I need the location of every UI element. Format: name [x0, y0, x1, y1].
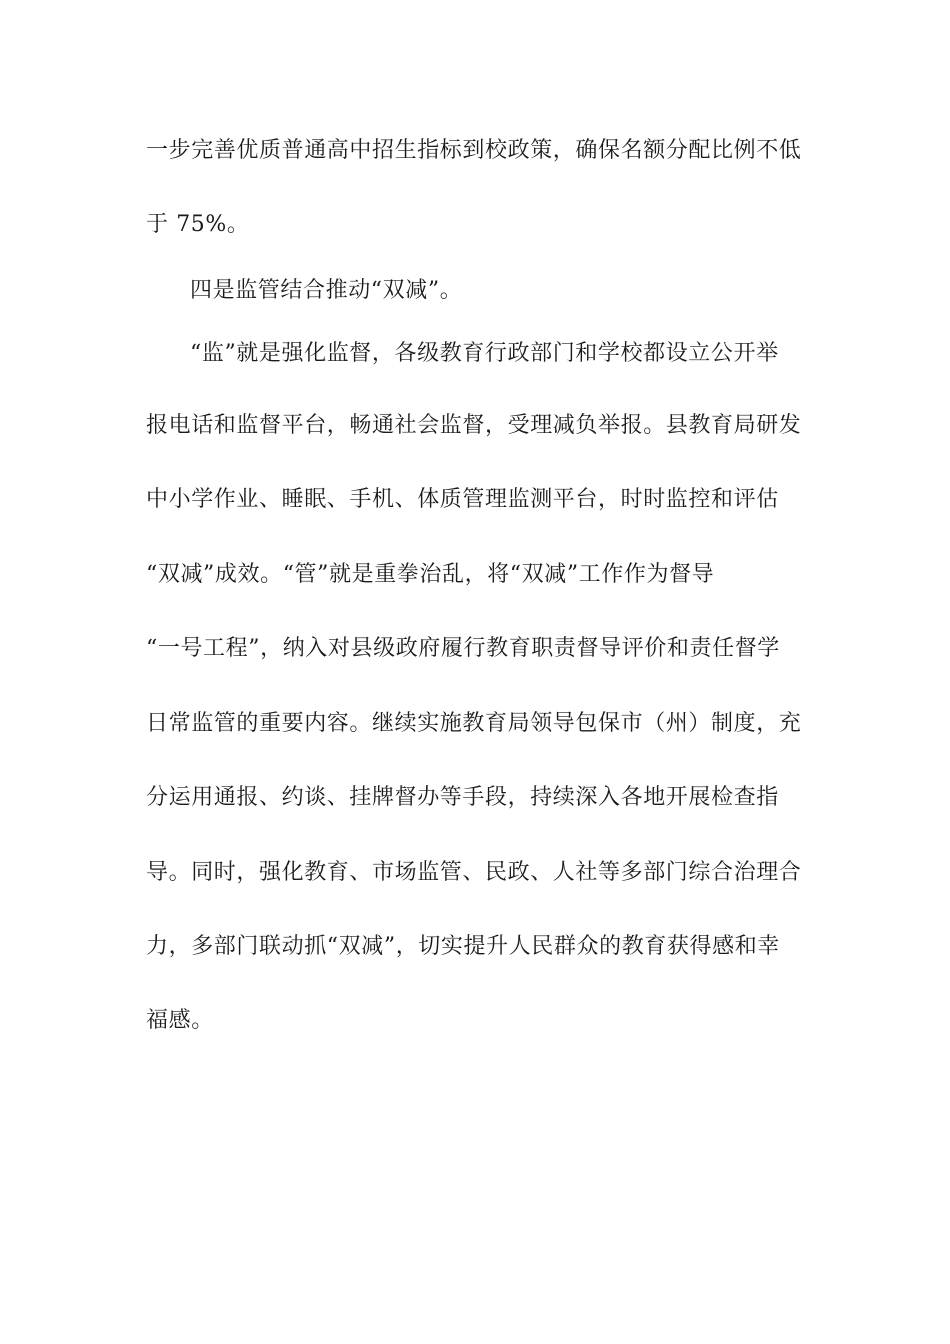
paragraph-line: 中小学作业、睡眠、手机、体质管理监测平台，时时监控和评估 [146, 487, 779, 512]
paragraph-line: 一步完善优质普通高中招生指标到校政策，确保名额分配比例不低 [146, 138, 802, 163]
paragraph-line: 福感。 [146, 1008, 214, 1033]
paragraph-line: “监”就是强化监督，各级教育行政部门和学校都设立公开举 [190, 341, 779, 366]
paragraph-line: 导。同时，强化教育、市场监管、民政、人社等多部门综合治理合 [146, 860, 802, 885]
paragraph-line: 于 75%。 [146, 212, 250, 237]
paragraph-line: 分运用通报、约谈、挂牌督办等手段，持续深入各地开展检查指 [146, 785, 779, 810]
paragraph-line: “双减”成效。“管”就是重拳治乱，将“双减”工作作为督导 [146, 562, 715, 587]
section-heading: 四是监管结合推动“双减”。 [190, 278, 463, 303]
paragraph-line: “一号工程”，纳入对县级政府履行教育职责督导评价和责任督学 [146, 636, 780, 661]
paragraph-line: 报电话和监督平台，畅通社会监督，受理减负举报。县教育局研发 [146, 413, 802, 438]
paragraph-line: 日常监管的重要内容。继续实施教育局领导包保市（州）制度，充 [146, 711, 802, 736]
paragraph-line: 力，多部门联动抓“双减”，切实提升人民群众的教育获得感和幸 [146, 934, 780, 959]
